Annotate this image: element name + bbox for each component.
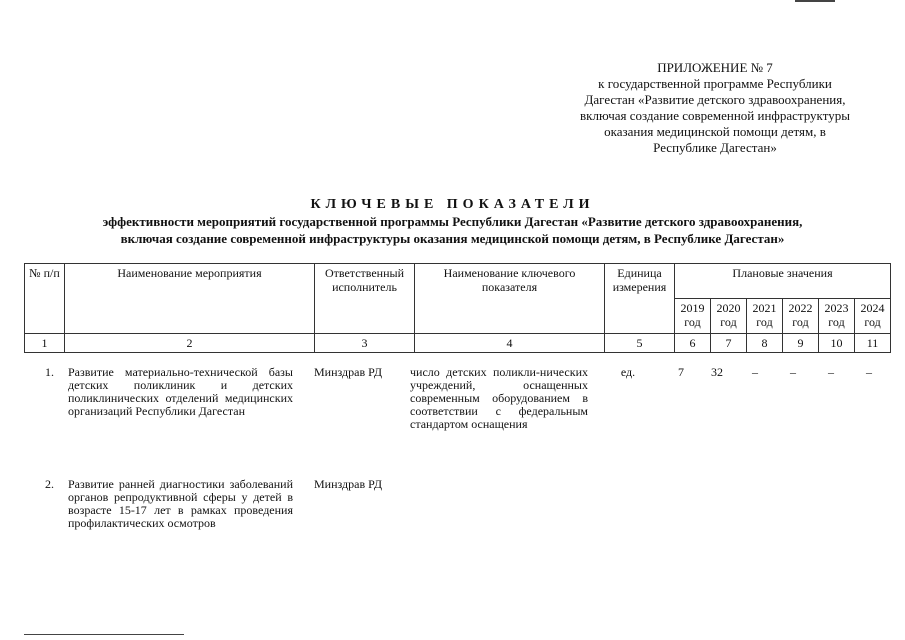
row-value-2023: – [828, 365, 834, 379]
header-name: Наименование мероприятия [65, 264, 315, 334]
header-year: 2019 год [675, 299, 711, 334]
header-unit: Единица измерения [605, 264, 675, 334]
header-year: 2024 год [855, 299, 891, 334]
corner-mark [795, 0, 835, 2]
column-number: 11 [855, 334, 891, 353]
row-number: 1. [45, 365, 54, 379]
header-num: № п/п [25, 264, 65, 334]
appendix-line: Дагестан «Развитие детского здравоохранения, [584, 92, 846, 107]
row-value-2020: 32 [711, 365, 723, 379]
header-year: 2022 год [783, 299, 819, 334]
appendix-line: оказания медицинской помощи детям, в [604, 124, 826, 139]
header-indicator: Наименование ключевого показателя [415, 264, 605, 334]
appendix-note [540, 60, 890, 156]
column-number: 7 [711, 334, 747, 353]
row-value-2019: 7 [678, 365, 684, 379]
column-number: 1 [25, 334, 65, 353]
column-number: 6 [675, 334, 711, 353]
header-year: 2023 год [819, 299, 855, 334]
header-planned: Плановые значения [675, 264, 891, 299]
column-number: 10 [819, 334, 855, 353]
column-number: 4 [415, 334, 605, 353]
column-number: 3 [315, 334, 415, 353]
column-number: 9 [783, 334, 819, 353]
header-year: 2021 год [747, 299, 783, 334]
row-responsible: Минздрав РД [314, 365, 383, 379]
row-unit: ед. [620, 365, 636, 379]
appendix-line: к государственной программе Республики [598, 76, 832, 91]
column-number: 5 [605, 334, 675, 353]
header-year: 2020 год [711, 299, 747, 334]
indicators-table-header [24, 263, 891, 353]
row-responsible: Минздрав РД [314, 477, 383, 491]
document-heading [0, 196, 905, 247]
column-number: 2 [65, 334, 315, 353]
header-responsible: Ответственный исполнитель [315, 264, 415, 334]
document-title: КЛЮЧЕВЫЕ ПОКАЗАТЕЛИ [310, 197, 595, 212]
column-number-row [25, 334, 891, 353]
document-subtitle-line: эффективности мероприятий государственной программы Республики Дагестан «Развитие детского здравоохранения, [102, 214, 803, 229]
row-value-2024: – [866, 365, 872, 379]
row-value-2022: – [790, 365, 796, 379]
row-number: 2. [45, 477, 54, 491]
bottom-rule [24, 634, 184, 635]
column-number: 8 [747, 334, 783, 353]
row-indicator: число детских поликли-нических учреждений, оснащенных современным оборудованием в соответствии с федеральным стандартом оснащения [410, 365, 588, 431]
document-subtitle-line: включая создание современной инфраструктуры оказания медицинской помощи детям, в Республике Дагестан» [120, 231, 785, 246]
appendix-line: ПРИЛОЖЕНИЕ № 7 [657, 60, 773, 75]
row-value-2021: – [752, 365, 758, 379]
row-activity-name: Развитие материально-технической базы детских поликлиник и детских поликлинических отделений медицинских организаций Республики Дагестан [68, 365, 293, 418]
appendix-line: Республике Дагестан» [653, 140, 777, 155]
appendix-line: включая создание современной инфраструктуры [580, 108, 850, 123]
row-activity-name: Развитие ранней диагностики заболеваний органов репродуктивной сферы у детей в возрасте 15-17 лет в рамках проведения профилактических осмотров [68, 477, 293, 530]
